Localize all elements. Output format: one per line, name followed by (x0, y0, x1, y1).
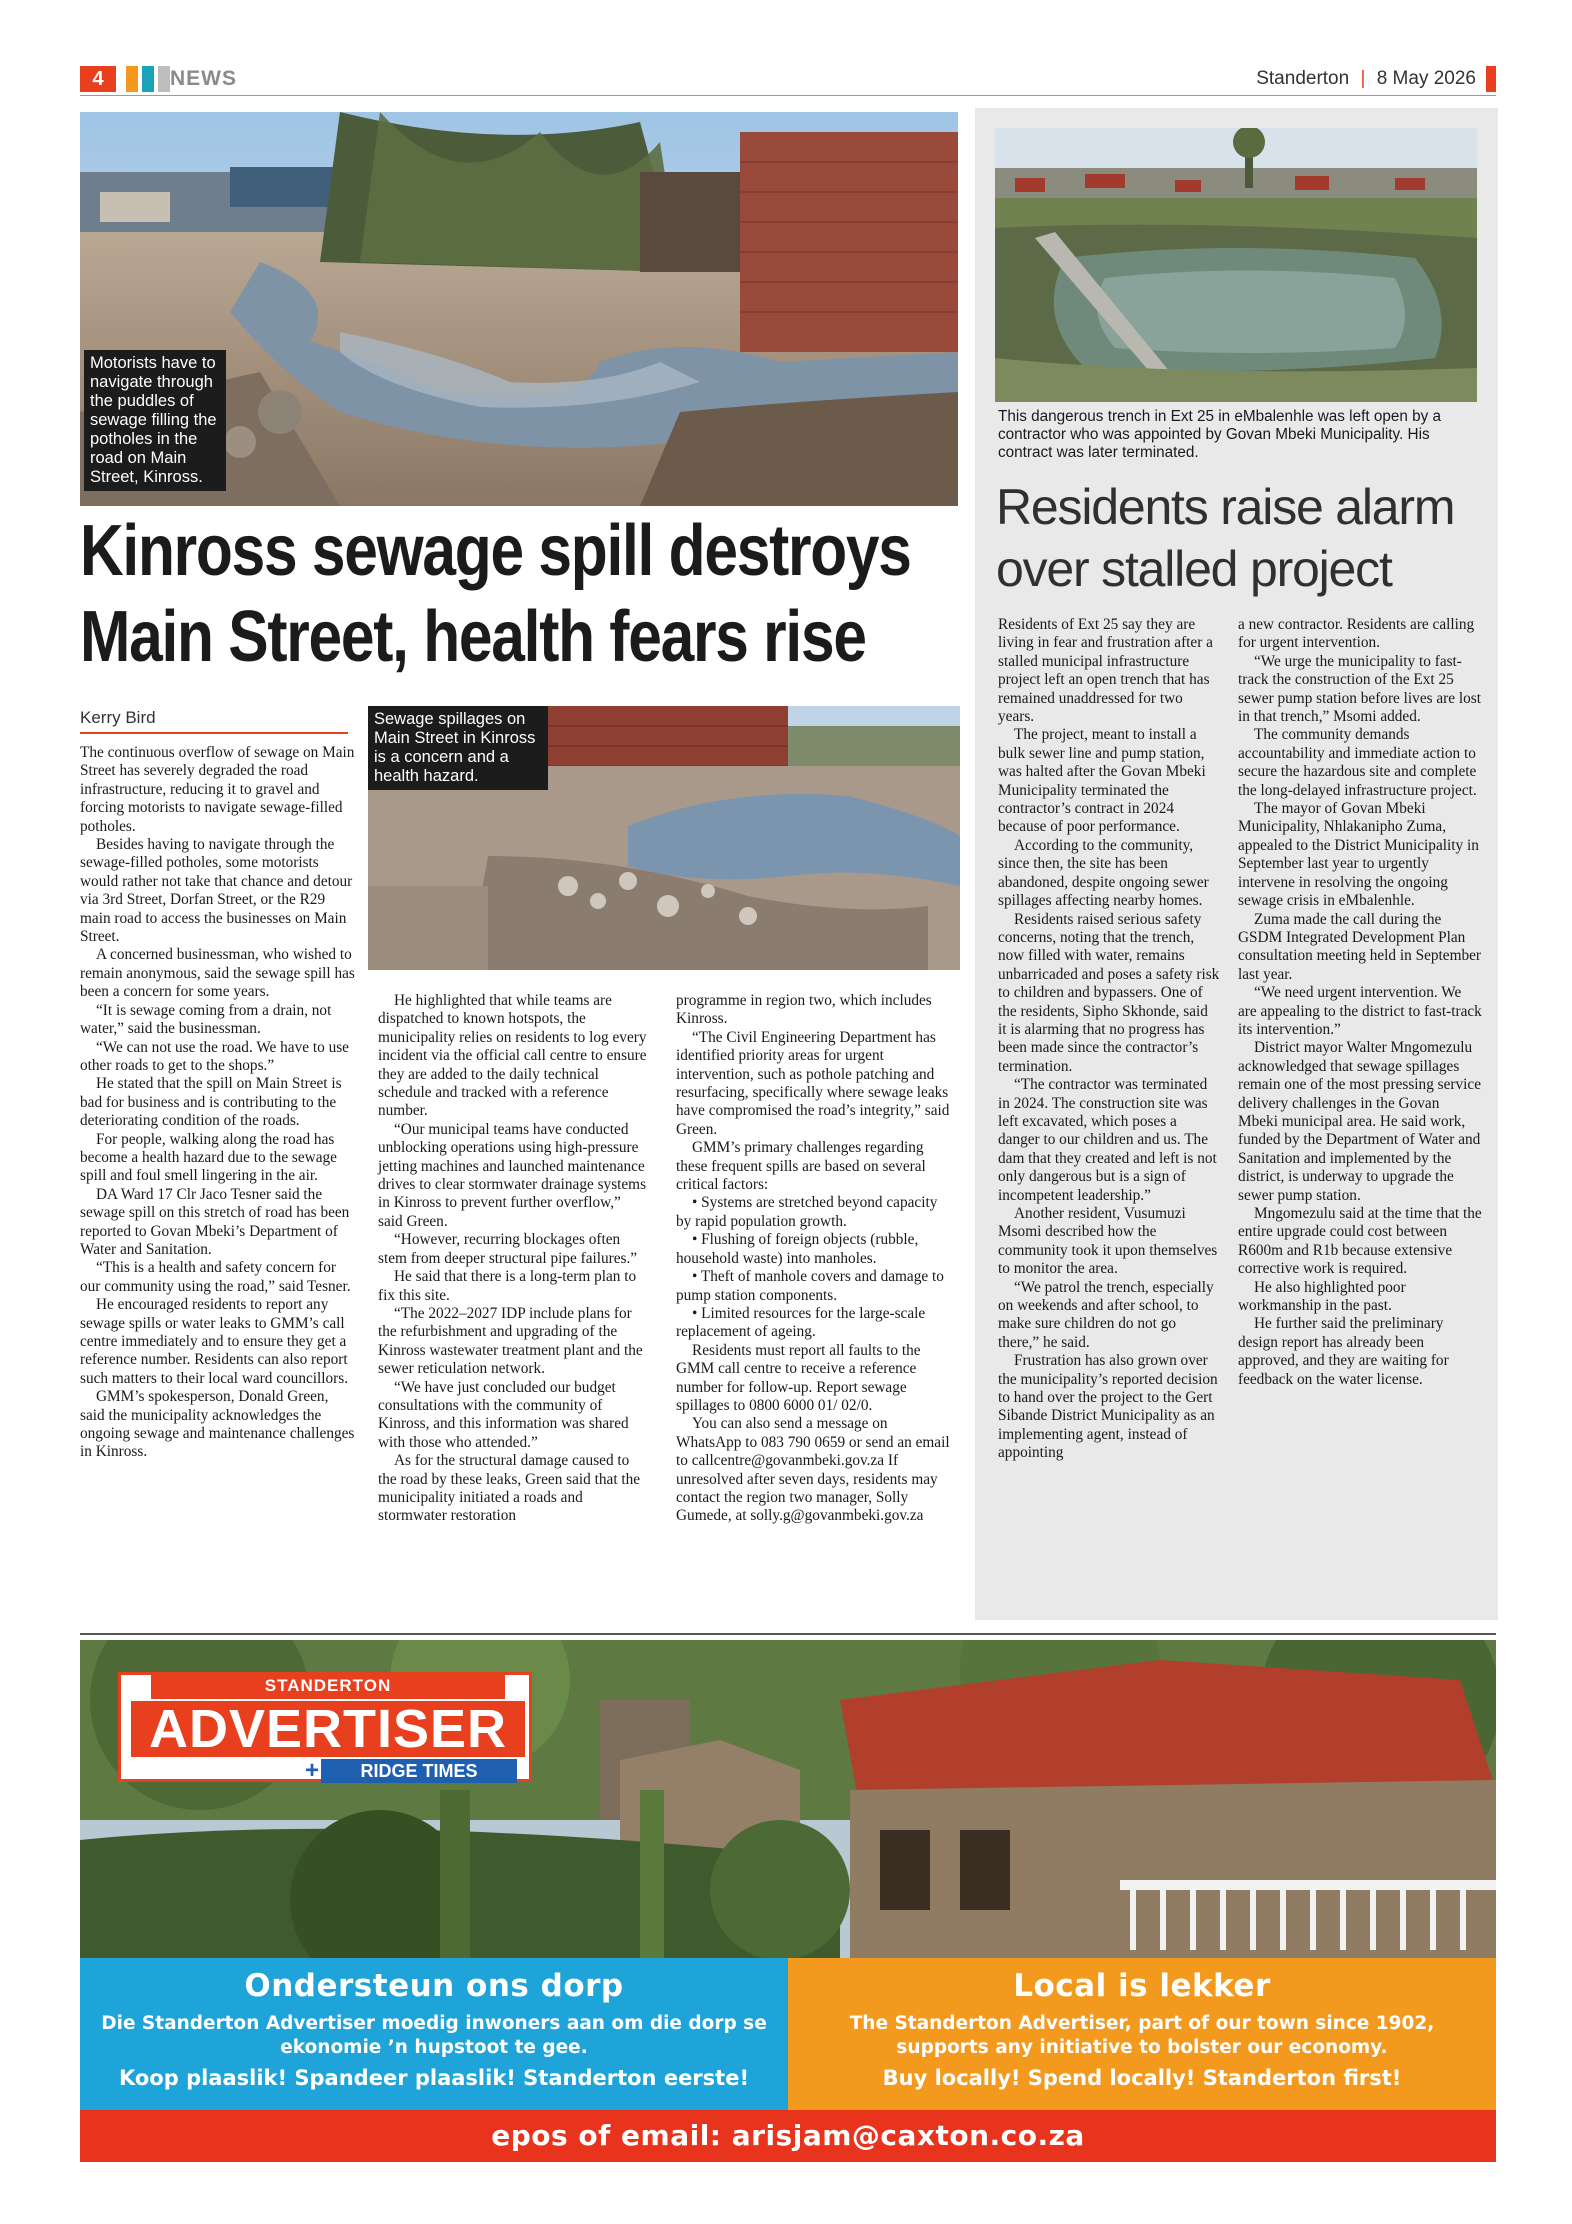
paragraph: “Our municipal teams have conducted unblocking operations using high-pressure jetting machines and launched maintenance drives to clear stormwater drainage systems in Kinross to prevent further overflow,” said Green. (378, 1120, 647, 1230)
paragraph: programme in region two, which includes Kinross. (676, 992, 932, 1028)
paragraph: Residents must report all faults to the GMM call centre to receive a reference number for follow-up. Report sewage spillages to 0800 6000 01/ 02/0. (676, 1341, 921, 1414)
paragraph: For people, walking along the road has become a health hazard due to the sewage spill and foul smell lingering in the air. (80, 1130, 337, 1185)
paragraph: He said that there is a long-term plan to fix this site. (378, 1268, 637, 1304)
paragraph: Frustration has also grown over the municipality’s reported decision to hand over the project to the Gert Sibande District Municipality as an implementing agent, instead of appointing (998, 1352, 1218, 1462)
paragraph: “The 2022–2027 IDP include plans for the refurbishment and upgrading of the Kinross wastewater treatment plant and the sewer reticulation network. (378, 1304, 643, 1378)
main-photo-caption: Motorists have to navigate through the puddles of sewage filling the potholes in the road on Main Street, Kinross. (84, 350, 226, 491)
sidebar-col1 (998, 616, 1220, 1463)
paragraph: As for the structural damage caused to the road by these leaks, Green said that the municipality initiated a roads and stormwater restoration (378, 1452, 641, 1525)
ad-email-bar: epos of email: arisjam@caxton.co.za (80, 2110, 1496, 2162)
ad-panel-title: Local is lekker (1013, 1968, 1271, 2004)
sidebar-headline: Residents raise alarm over stalled project (996, 479, 1455, 597)
ad-top-rule (80, 1633, 1496, 1635)
paragraph: He encouraged residents to report any sewage spills or water leaks to GMM’s call centre immediately and to ensure they get a reference number. Residents can also report such matters to their local ward councillors. (80, 1296, 349, 1387)
paragraph: The mayor of Govan Mbeki Municipality, Nhlakanipho Zuma, appealed to the District Municipality in September last year to urgently intervene in resolving the ongoing sewage crisis in eMbalenhle. (1238, 800, 1479, 910)
paragraph: Residents raised serious safety concerns, noting that the trench, now filled with water, remains unbarricaded and poses a safety risk to children and bypassers. One of the residents, Sipho Skhonde, said it is alarming that no progress has been made since the contractor’s termination. (998, 910, 1220, 1075)
paragraph: “We need urgent intervention. We are appealing to the district to fast-track its intervention.” (1238, 984, 1482, 1038)
ad-panel-slogan: Buy locally! Spend locally! Standerton first! (882, 2066, 1402, 2090)
paragraph: GMM’s spokesperson, Donald Green, said the municipality acknowledges the ongoing sewage and maintenance challenges in Kinross. (80, 1388, 355, 1461)
publication-date-line (1256, 66, 1476, 92)
logo-main-text: ADVERTISER (131, 1701, 525, 1757)
advertiser-logo (118, 1672, 532, 1782)
header-rule (80, 95, 1496, 96)
issue-date: 8 May 2026 (1376, 68, 1476, 89)
paragraph: Mngomezulu said at the time that the entire upgrade could cost between R600m and R1b because extensive corrective work is required. (1238, 1205, 1482, 1278)
paragraph: GMM’s primary challenges regarding these frequent spills are based on several critical factors: (676, 1139, 926, 1194)
main-headline: Kinross sewage spill destroys Main Street, health fears rise (80, 511, 911, 677)
byline: Kerry Bird (80, 708, 156, 727)
header-orange-block (126, 66, 138, 92)
main-story-col2 (378, 992, 648, 1526)
paragraph: District mayor Walter Mngomezulu acknowledged that sewage spillages remain one of the most pressing service delivery challenges in the Govan Mbeki municipal area. He said work, funded by the Department of Water and Sanitation and implemented by the district, is underway to upgrade the sewer pump station. (1238, 1039, 1481, 1204)
paragraph: a new contractor. Residents are calling for urgent intervention. (1238, 616, 1475, 652)
publication-name: Standerton (1256, 68, 1350, 89)
paragraph: Residents of Ext 25 say they are living in fear and frustration after a stalled municipal infrastructure project left an open trench that has remained unaddressed for two years. (998, 616, 1213, 726)
paragraph: The continuous overflow of sewage on Main Street has severely degraded the road infrastructure, reducing it to gravel and forcing motorists to navigate sewage-filled potholes. (80, 744, 355, 835)
sidebar-photo-trench (995, 128, 1477, 402)
paragraph: “We patrol the trench, especially on weekends and after school, to make sure children do not go there,” he said. (998, 1278, 1214, 1351)
paragraph: He highlighted that while teams are dispatched to known hotspots, the municipality relies on residents to log every incident via the official call centre to ensure they are added to the daily technical schedule and tracked with a reference number. (378, 992, 647, 1120)
logo-sub-text: RIDGE TIMES (321, 1759, 517, 1783)
main-photo-sewage-street (80, 112, 958, 506)
page-number: 4 (80, 66, 116, 92)
ad-panel-slogan: Koop plaaslik! Spandeer plaaslik! Standerton eerste! (118, 2066, 750, 2090)
paragraph: Another resident, Vusumuzi Msomi described how the community took it upon themselves to monitor the area. (998, 1205, 1218, 1278)
paragraph: “However, recurring blockages often stem from deeper structural pipe failures.” (378, 1231, 638, 1267)
paragraph: “We can not use the road. We have to use other roads to get to the shops.” (80, 1038, 349, 1074)
bullet-item: • Systems are stretched beyond capacity by rapid population growth. (676, 1194, 938, 1230)
paragraph: Besides having to navigate through the sewage-filled potholes, some motorists would rather not take that chance and detour via 3rd Street, Dorfan Street, or the R29 main road to access the businesses on Main Street. (80, 836, 353, 946)
bullet-item: • Flushing of foreign objects (rubble, household waste) into manholes. (676, 1231, 919, 1267)
ad-panel-english (788, 1958, 1496, 2110)
paragraph: According to the community, since then, the site has been abandoned, despite ongoing sewer spillages affecting nearby homes. (998, 836, 1209, 910)
paragraph: A concerned businessman, who wished to remain anonymous, said the sewage spill has been a concern for some years. (80, 946, 355, 1001)
paragraph: The project, meant to install a bulk sewer line and pump station, was halted after the Govan Mbeki Municipality terminated the contractor’s contract in 2024 because of poor performance. (998, 726, 1206, 836)
paragraph: He also highlighted poor workmanship in the past. (1238, 1278, 1406, 1315)
paragraph: He further said the preliminary design report has already been approved, and they are waiting for feedback on the water license. (1238, 1315, 1449, 1388)
logo-top-text: STANDERTON (151, 1673, 505, 1699)
sidebar-photo-caption: This dangerous trench in Ext 25 in eMbalenhle was left open by a contractor who was appointed by Govan Mbeki Municipality. His contract was later terminated. (998, 408, 1442, 462)
ad-panel-body: Die Standerton Advertiser moedig inwoners aan om die dorp se ekonomie ’n hupstoot te gee. (101, 2013, 767, 2058)
page-header (80, 64, 1496, 94)
paragraph: “The contractor was terminated in 2024. The construction site was left excavated, which poses a danger to our children and us. The dam that they created and left is not only dangerous but is a sign of incompetent leadership.” (998, 1076, 1217, 1204)
paragraph: “We urge the municipality to fast-track the construction of the Ext 25 sewer pump station before lives are lost in that trench,” Msomi added. (1238, 652, 1481, 726)
paragraph: “This is a health and safety concern for our community using the road,” said Tesner. (80, 1259, 351, 1295)
header-teal-block (142, 66, 154, 92)
paragraph: The community demands accountability and immediate action to secure the hazardous site and complete the long-delayed infrastructure project. (1238, 726, 1477, 799)
paragraph: “The Civil Engineering Department has identified priority areas for urgent intervention, such as pothole patching and resurfacing, specifically where sewage leaks have compromised the road’s integrity,” said Green. (676, 1028, 950, 1138)
ad-panel-body: The Standerton Advertiser, part of our town since 1902, supports any initiative to bolster our economy. (849, 2013, 1435, 2058)
header-grey-block (158, 66, 170, 92)
ad-panel-afrikaans (80, 1958, 788, 2110)
paragraph: “We have just concluded our budget consultations with the community of Kinross, and this information was shared with those who attended.” (378, 1378, 629, 1451)
logo-plus-sign: + (305, 1757, 320, 1784)
main-story-col3 (676, 992, 950, 1526)
paragraph: He stated that the spill on Main Street is bad for business and is contributing to the deteriorating condition of the roads. (80, 1075, 342, 1130)
header-red-tab (1486, 66, 1496, 92)
inset-photo-caption: Sewage spillages on Main Street in Kinross is a concern and a health hazard. (368, 706, 548, 790)
paragraph: DA Ward 17 Clr Jaco Tesner said the sewage spill on this stretch of road has been reported to Govan Mbeki’s Department of Water and Sanitation. (80, 1185, 350, 1258)
paragraph: You can also send a message on WhatsApp to 083 790 0659 or send an email to callcentre@govanmbeki.gov.za If unresolved after seven days, residents may contact the region two manager, Solly Gumede, at solly.g@govanmbeki.gov.za (676, 1415, 950, 1525)
bullet-item: • Theft of manhole covers and damage to pump station components. (676, 1268, 944, 1304)
advert-banner (80, 1640, 1496, 2162)
section-label: NEWS (170, 67, 237, 90)
inset-photo-sewage-road (368, 706, 960, 970)
ad-panel-title: Ondersteun ons dorp (244, 1968, 624, 2004)
bullet-item: • Limited resources for the large-scale replacement of ageing. (676, 1304, 926, 1341)
paragraph: Zuma made the call during the GSDM Integrated Development Plan consultation meeting held in September last year. (1238, 910, 1481, 983)
byline-rule (80, 732, 348, 734)
paragraph: “It is sewage coming from a drain, not water,” said the businessman. (80, 1001, 332, 1038)
sidebar-col2 (1238, 616, 1482, 1389)
main-story-col1 (80, 744, 356, 1462)
separator: | (1360, 68, 1366, 89)
